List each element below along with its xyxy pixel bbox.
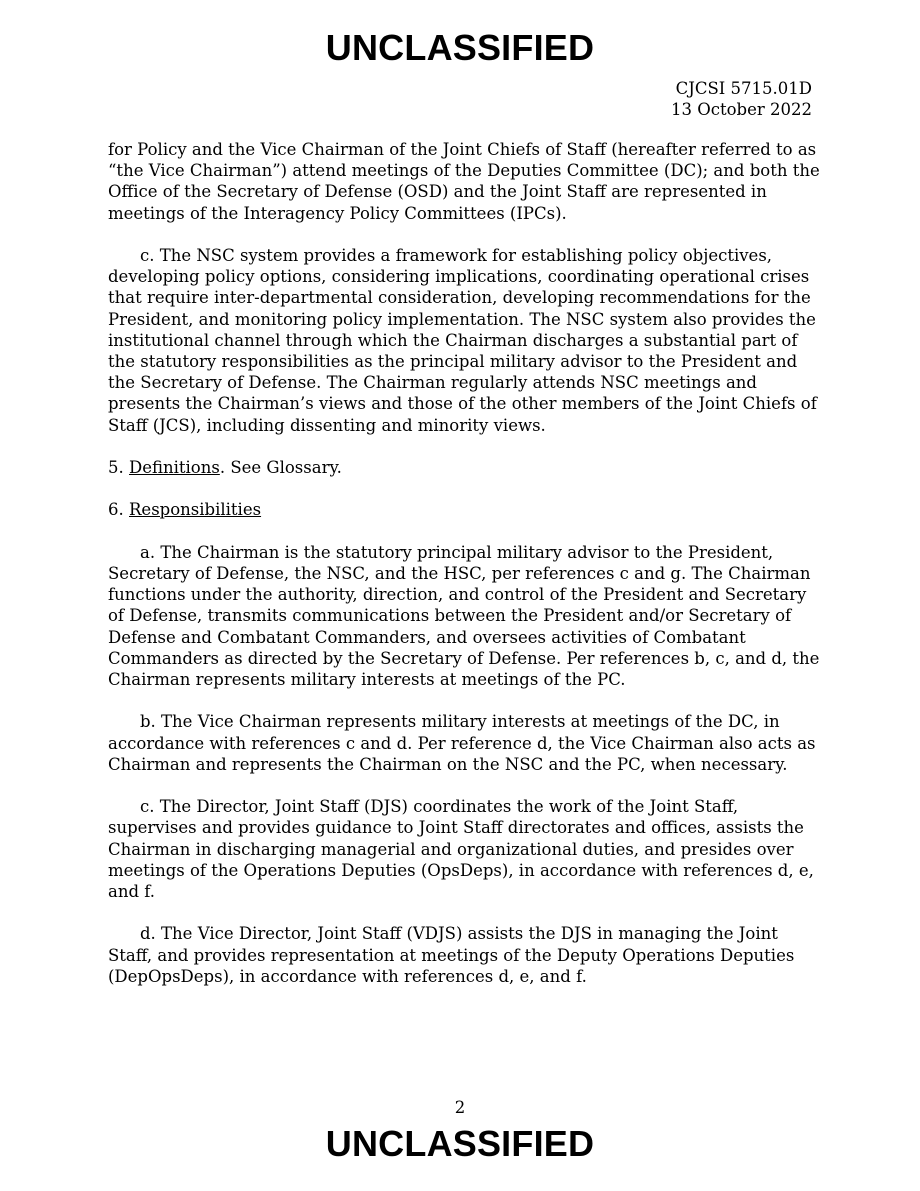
paragraph-6b: b. The Vice Chairman represents military interests at meetings of the DC, in accordance with references c and d. Per reference d, the Vice Chairman also acts as Chairman and represents the Chairman on the NSC and the PC, when necessary. — [108, 712, 816, 774]
section-5-text: . See Glossary. — [219, 458, 342, 478]
classification-banner-top: UNCLASSIFIED — [325, 27, 595, 68]
paragraph-4c: c. The NSC system provides a framework for establishing policy objectives, developing policy options, considering implications, coordinating operational crises that require inter-departmental consideration, developing recommendations for the President, and monitoring policy implementation. The NSC system also provides the institutional channel through which the Chairman discharges a substantial part of the statutory responsibilities as the principal military advisor to the President and the Secretary of Defense. The Chairman regularly attends NSC meetings and presents the Chairman’s views and those of the other members of the Joint Chiefs of Staff (JCS), including dissenting and minority views. — [108, 246, 817, 435]
paragraph-6d: d. The Vice Director, Joint Staff (VDJS) assists the DJS in managing the Joint Staff, and provides representation at meetings of the Deputy Operations Deputies (DepOpsDeps), in accordance with references d, e, and f. — [108, 924, 795, 986]
page-number: 2 — [454, 1098, 466, 1117]
document-date: 13 October 2022 — [670, 100, 812, 119]
paragraph-6a: a. The Chairman is the statutory principal military advisor to the President, Secretary of Defense, the NSC, and the HSC, per references c and g. The Chairman functions under the authority, direction, and control of the President and Secretary of Defense, transmits communications between the President and/or Secretary of Defense and Combatant Commanders, and oversees activities of Combatant Commanders as directed by the Secretary of Defense. Per references b, c, and d, the Chairman represents military interests at meetings of the PC. — [108, 542, 820, 690]
section-5-title: Definitions — [129, 458, 220, 478]
section-5-definitions — [108, 457, 820, 478]
document-body — [108, 139, 820, 1008]
document-number: CJCSI 5715.01D — [675, 79, 812, 98]
section-6-title: Responsibilities — [129, 500, 262, 520]
document-reference — [671, 78, 812, 120]
section-6-responsibilities — [108, 499, 820, 520]
section-6-number: 6. — [108, 500, 129, 520]
classification-banner-bottom: UNCLASSIFIED — [325, 1123, 595, 1164]
paragraph-continued: for Policy and the Vice Chairman of the Joint Chiefs of Staff (hereafter referred to as “the Vice Chairman”) attend meetings of the Deputies Committee (DC); and both the Office of the Secretary of Defense (OSD) and the Joint Staff are represented in meetings of the Interagency Policy Committees (IPCs). — [108, 140, 820, 223]
paragraph-6c: c. The Director, Joint Staff (DJS) coordinates the work of the Joint Staff, supervises and provides guidance to Joint Staff directorates and offices, assists the Chairman in discharging managerial and organizational duties, and presides over meetings of the Operations Deputies (OpsDeps), in accordance with references d, e, and f. — [108, 797, 814, 902]
section-5-number: 5. — [108, 458, 129, 478]
